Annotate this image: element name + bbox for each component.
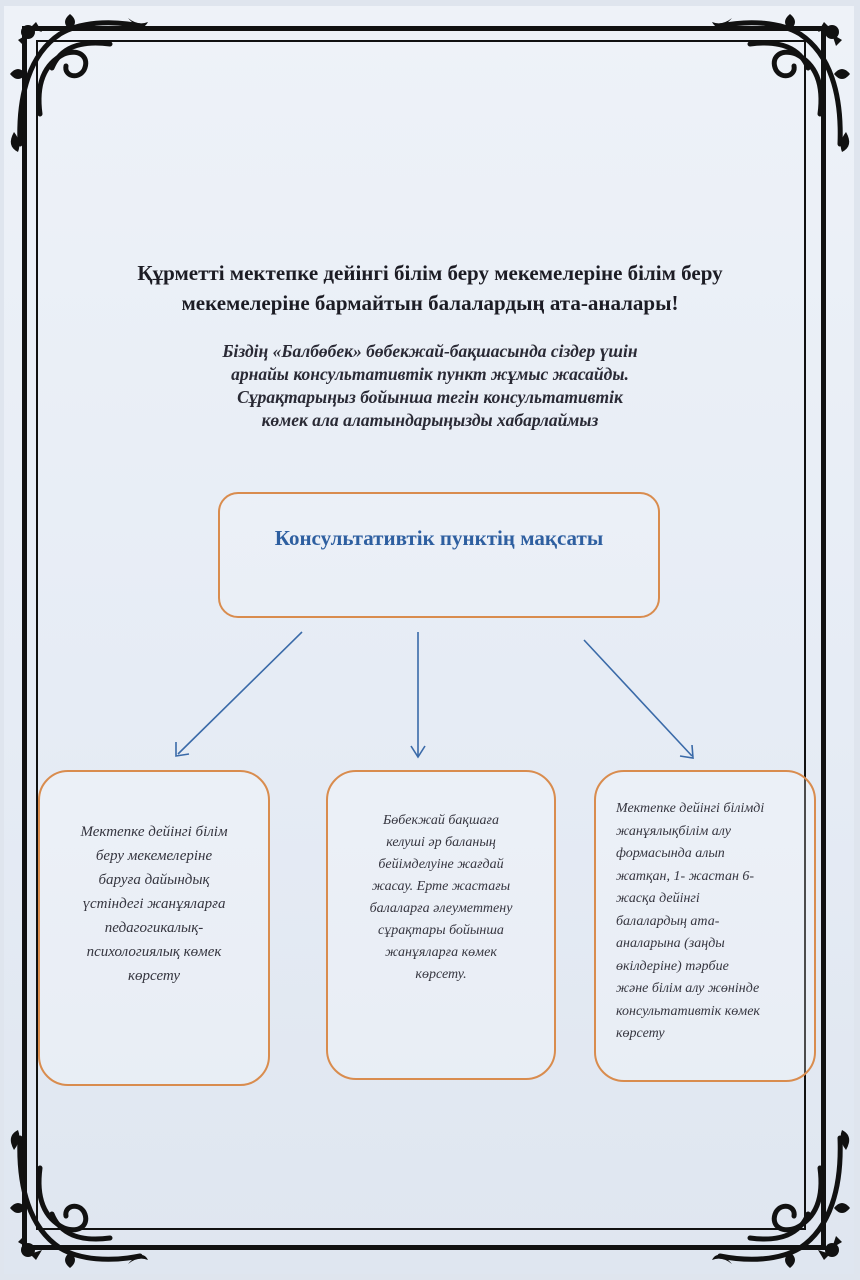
- card-text: [328, 810, 554, 986]
- card-line: Бөбекжай бақшаға: [382, 813, 500, 828]
- intro-line: арнайы консультативтік пункт жұмыс жасайды.: [231, 364, 629, 384]
- card-line: өкілдеріне) тәрбие: [616, 958, 729, 974]
- card-line: формасында алып: [616, 846, 725, 861]
- card-line: көрсету.: [415, 967, 467, 982]
- heading-line: Құрметті мектепке дейінгі білім беру мекемелеріне білім беру: [137, 261, 723, 285]
- card-line: жанұялықбілім алу: [616, 823, 731, 839]
- card-line: бейімделуіне жағдай: [378, 857, 504, 872]
- intro-line: Біздің «Балбөбек» бөбекжай-бақшасында сіздер үшін: [222, 341, 638, 361]
- arrow-left: [178, 632, 302, 754]
- card-line: жатқан, 1- жастан 6-: [616, 868, 755, 884]
- card-line: және білім алу жөнінде: [616, 981, 760, 996]
- card-line: аналарына (заңды: [616, 936, 725, 951]
- card-line: консультативтік көмек: [616, 1003, 760, 1019]
- goal-card-2: [326, 770, 556, 1080]
- card-line: үстіндегі жанұяларға: [82, 896, 226, 912]
- card-line: баруға дайындық: [98, 872, 210, 888]
- card-line: балаларға әлеуметтену: [369, 901, 513, 916]
- card-line: келуші әр баланың: [386, 835, 496, 850]
- arrow-right: [584, 640, 692, 756]
- card-line: балалардың ата-: [616, 913, 720, 929]
- card-line: жасау. Ерте жастағы: [371, 879, 511, 894]
- card-line: көрсету: [127, 968, 181, 984]
- card-line: көрсету: [616, 1026, 665, 1041]
- card-line: жасқа дейінгі: [616, 891, 700, 906]
- card-line: психологиялық көмек: [86, 944, 222, 960]
- card-text: [616, 798, 764, 1046]
- card-line: Мектепке дейінгі білім: [80, 824, 228, 840]
- intro-line: Сұрақтарыңыз бойынша тегін консультативтік: [237, 387, 623, 407]
- card-text: [40, 820, 268, 988]
- goal-title: Консультативтік пунктің мақсаты: [274, 526, 604, 550]
- goal-card-1: [38, 770, 270, 1086]
- heading-line: мекемелеріне бармайтын балалардың ата-аналары!: [181, 291, 679, 315]
- card-line: беру мекемелеріне: [95, 848, 213, 864]
- card-line: жанұяларға көмек: [385, 945, 497, 960]
- card-line: педагогикалық-: [104, 920, 204, 936]
- goal-card-3: [594, 770, 816, 1082]
- intro-line: көмек ала алатындарыңызды хабарлаймыз: [261, 410, 599, 430]
- card-line: Мектепке дейінгі білімді: [616, 801, 765, 816]
- card-line: сұрақтары бойынша: [378, 923, 504, 938]
